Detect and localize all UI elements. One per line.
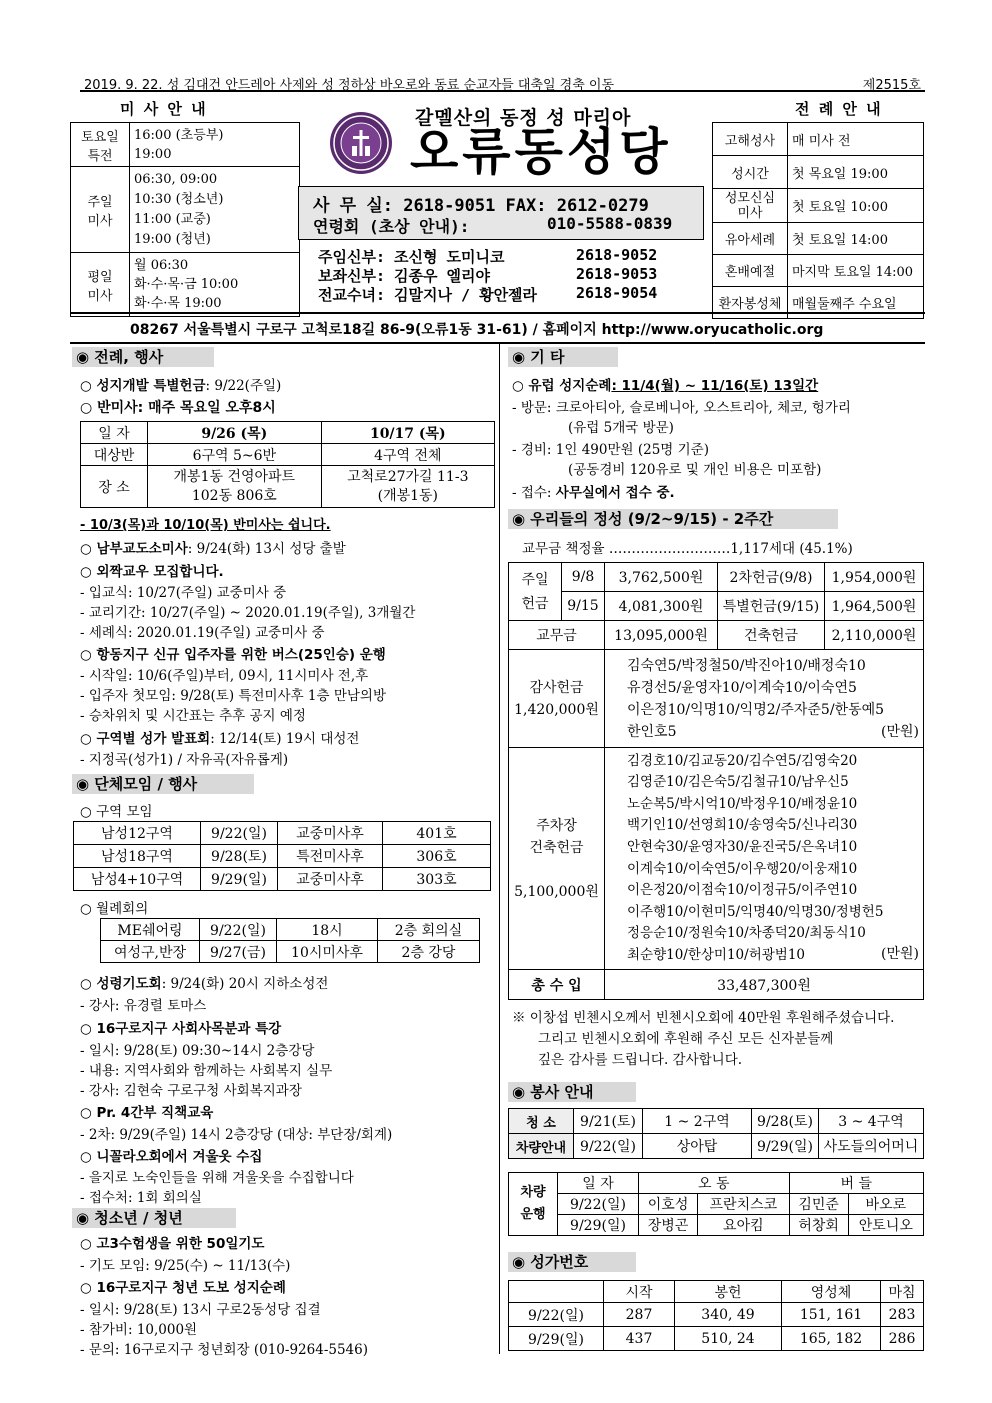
line-bus-start: - 시작일: 10/6(주일)부터, 09시, 11시미사 전,후 — [80, 668, 369, 684]
ban-mass-table — [80, 421, 495, 508]
rite-label-marian-mass: 성모신심 미사 — [713, 189, 788, 223]
mass-label-sunday: 주일 미사 — [71, 167, 130, 253]
ban-table-r1c1: 6구역 5~6반 — [148, 444, 322, 466]
office-contact-box — [298, 186, 704, 240]
hymn-r1c0: 9/29(일) — [509, 1327, 604, 1351]
ban-table-r2c2: 고척로27가길 11-3 (개봉1동) — [321, 466, 494, 508]
issue-number: 제2515호 — [862, 78, 921, 93]
car-r0c3: 김민준 — [789, 1194, 848, 1215]
service-r0c2: 1 ~ 2구역 — [643, 1109, 752, 1134]
car-r1c4: 안토니오 — [848, 1215, 923, 1236]
section-groups: ◉ 단체모임 / 행사 — [72, 774, 254, 794]
parking-offering-label: 주차장 건축헌금 5,100,000원 — [509, 748, 605, 970]
total-income-label: 총 수 입 — [509, 970, 605, 1000]
staff-pastor-phone: 2618-9052 — [576, 246, 658, 264]
hymn-contest-title: ○ 구역별 성가 발표회 — [80, 731, 211, 747]
car-r1c2: 요아킴 — [698, 1215, 789, 1236]
parking-offering-names: 김경호10/김교동20/김수연5/김영숙20 김영준10/김은숙5/김철규10/남우신5 노순복5/박시억10/박정우10/배정윤10 백기인10/선영희10/송영숙5/신나리30 안현숙30/윤영자30/윤진국5/은옥녀10 이계숙10/이숙연5/이우행20/이웅재10 이은정20/이점숙10/이정규5/이주연10 이주행10/이현미5/익명40/익명30/정병헌5 정응순10/정원숙10/차종덕20/최동식10 최순향10/한상미10/허광범10 — [627, 752, 884, 963]
district-r1c1: 9/28(토) — [201, 845, 278, 868]
prison-mass-date: : 9/24(화) 13시 성당 출발 — [187, 541, 346, 557]
hymn-contest-date: : 12/14(토) 19시 대성전 — [210, 731, 360, 747]
district-r2c3: 303호 — [383, 868, 491, 891]
office-phone-fax: 사 무 실: 2618-9051 FAX: 2612-0279 — [313, 196, 649, 216]
mass-label-weekday: 평일 미사 — [71, 253, 130, 317]
hymn-r0c0: 9/22(일) — [509, 1303, 604, 1327]
rite-guide-table — [712, 122, 924, 319]
service-r1c3: 9/29(일) — [752, 1134, 819, 1159]
europe-pilgrimage-title: ○ 유럽 성지순례 — [512, 378, 612, 394]
parking-offering-cell — [605, 748, 924, 970]
hymn-head-3: 영성체 — [782, 1281, 881, 1303]
funeral-contact-phone: 010-5588-0839 — [547, 214, 673, 233]
mass-guide-title: 미 사 안 내 — [120, 100, 208, 118]
hymn-r0c3: 151, 161 — [782, 1303, 881, 1327]
prison-mass-title: ○ 남부교도소미사 — [80, 541, 188, 557]
monthly-r0c2: 18시 — [277, 919, 378, 941]
line-ban-mass: ○ 반미사: 매주 목요일 오후8시 — [80, 400, 276, 416]
rite-label-confession: 고해성사 — [713, 123, 788, 156]
ban-table-h1: 9/26 (목) — [148, 422, 322, 444]
monthly-r1c0: 여성구,반장 — [101, 941, 200, 963]
rite-value-infant-baptism: 첫 토요일 14:00 — [788, 223, 924, 255]
offering-r0c2: 2차헌금(9/8) — [718, 563, 825, 592]
spirit-prayer-date: : 9/24(화) 20시 지하소성전 — [161, 976, 329, 992]
staff-sisters-phone: 2618-9054 — [576, 284, 658, 302]
line-hymn-contest — [80, 727, 359, 747]
staff-pastor: 주임신부: 조신형 도미니코 — [318, 248, 505, 266]
thanks-unit: (만원) — [881, 724, 919, 740]
issue-header — [80, 74, 925, 92]
car-r0c1: 이호성 — [639, 1194, 698, 1215]
line-shuttle-bus: ○ 항동지구 신규 입주자를 위한 버스(25인승) 운행 — [80, 647, 386, 663]
district-r0c0: 남성12구역 — [74, 822, 201, 845]
rite-value-confession: 매 미사 전 — [788, 123, 924, 156]
holy-land-offering-date: : 9/22(주일) — [205, 378, 282, 394]
ban-table-r1c2: 4구역 전체 — [321, 444, 494, 466]
parish-subtitle: 갈멜산의 동정 성 마리아 — [415, 107, 632, 129]
hymn-r0c2: 340, 49 — [675, 1303, 782, 1327]
parish-address: 08267 서울특별시 구로구 고척로18길 86-9(오류1동 31-61) / 홈페이지 http://www.oryucatholic.org — [130, 322, 824, 338]
offering-r1c1: 4,081,300원 — [605, 592, 718, 621]
total-income-value: 33,487,300원 — [605, 970, 924, 1000]
line-first-meeting: - 입주자 첫모임: 9/28(토) 특전미사후 1층 만남의방 — [80, 688, 386, 704]
hymn-r1c4: 286 — [881, 1327, 924, 1351]
service-r1c0: 차량안내 — [509, 1134, 574, 1159]
offering-r0c0: 9/8 — [562, 563, 605, 592]
rite-label-wedding: 혼배예절 — [713, 255, 788, 287]
hymn-r0c1: 287 — [604, 1303, 675, 1327]
note-line-3: 깊은 감사를 드립니다. 감사합니다. — [538, 1052, 743, 1068]
line-exam-prayer-date: - 기도 모임: 9/25(수) ~ 11/13(수) — [80, 1258, 291, 1274]
parish-name: 오류동성당 — [410, 123, 672, 181]
ban-table-r1c0: 대상반 — [81, 444, 148, 466]
line-visit-countries: - 방문: 크로아티아, 슬로베니아, 오스트리아, 체코, 헝가리 — [512, 400, 851, 416]
car-label: 차량 운행 — [509, 1173, 558, 1236]
rite-label-infant-baptism: 유아세례 — [713, 223, 788, 255]
address-bar — [70, 312, 925, 344]
district-r1c0: 남성18구역 — [74, 845, 201, 868]
line-cost: - 경비: 1인 490만원 (25명 기준) — [512, 442, 709, 458]
section-liturgy-events: ◉ 전례, 행사 — [72, 347, 214, 367]
car-table — [508, 1172, 924, 1236]
ban-table-h0: 일 자 — [81, 422, 148, 444]
district-r2c2: 교중미사후 — [278, 868, 383, 891]
line-europe-pilgrimage — [512, 374, 818, 394]
holy-land-offering-title: ○ 성지개발 특별헌금 — [80, 378, 206, 394]
mass-label-saturday: 토요일 특전 — [71, 123, 130, 167]
parish-seal — [330, 112, 392, 174]
line-winter-clothes: ○ 니꼴라오회에서 겨울옷 수집 — [80, 1149, 263, 1165]
offering-r1c0: 9/15 — [562, 592, 605, 621]
thanks-offering-label: 감사헌금 1,420,000원 — [509, 650, 605, 748]
hymn-r1c2: 510, 24 — [675, 1327, 782, 1351]
hymn-head-2: 봉헌 — [675, 1281, 782, 1303]
ban-table-r2c0: 장 소 — [81, 466, 148, 508]
europe-pilgrimage-date: : 11/4(월) ~ 11/16(토) 13일간 — [611, 378, 819, 394]
line-hymn-songs: - 지정곡(성가1) / 자유곡(자유롭게) — [80, 752, 289, 768]
mass-times-sunday: 06:30, 09:00 10:30 (청소년) 11:00 (교중) 19:00 (청년) — [130, 167, 300, 253]
car-r1c1: 장병곤 — [639, 1215, 698, 1236]
service-r0c1: 9/21(토) — [574, 1109, 643, 1134]
hymn-r0c4: 283 — [881, 1303, 924, 1327]
reception-value: 사무실에서 접수 중. — [555, 485, 675, 501]
line-exam-prayer: ○ 고3수험생을 위한 50일기도 — [80, 1236, 265, 1252]
section-offerings: ◉ 우리들의 정성 (9/2~9/15) - 2주간 — [508, 509, 838, 529]
monthly-r1c2: 10시미사후 — [277, 941, 378, 963]
line-lecture-speaker: - 강사: 김현숙 구로구청 사회복지과장 — [80, 1083, 302, 1099]
duty-value: 13,095,000원 — [605, 621, 718, 650]
staff-assistant: 보좌신부: 김종우 엘리야 — [318, 267, 490, 285]
note-line-2: 그리고 빈첸시오회에 후원해 주신 모든 신자분들께 — [538, 1031, 834, 1047]
line-prison-mass — [80, 537, 346, 557]
line-cost-note: (공동경비 120유로 및 개인 비용은 미포함) — [568, 462, 822, 478]
rite-value-holy-hour: 첫 목요일 19:00 — [788, 156, 924, 189]
service-r1c1: 9/22(일) — [574, 1134, 643, 1159]
parking-unit: (만원) — [881, 946, 919, 962]
line-catechism-period: - 교리기간: 10/27(주일) ~ 2020.01.19(주일), 3개월간 — [80, 605, 416, 621]
section-service: ◉ 봉사 안내 — [508, 1082, 636, 1102]
mass-times-weekday: 월 06:30 화·수·목·금 10:00 화·수·목 19:00 — [130, 253, 300, 317]
rite-label-holy-hour: 성시간 — [713, 156, 788, 189]
duty-label: 교무금 — [509, 621, 605, 650]
line-clothes-reception: - 접수처: 1회 회의실 — [80, 1190, 202, 1206]
hymn-table — [508, 1280, 924, 1351]
line-baptism: - 세례식: 2020.01.19(주일) 교중미사 중 — [80, 625, 325, 641]
monthly-r0c0: ME쉐어링 — [101, 919, 200, 941]
car-r0c2: 프란치스코 — [698, 1194, 789, 1215]
spirit-prayer-title: ○ 성령기도회 — [80, 976, 162, 992]
line-spirit-prayer — [80, 972, 328, 992]
ban-table-h2: 10/17 (목) — [321, 422, 494, 444]
service-r0c0: 청 소 — [509, 1109, 574, 1134]
hymn-head-1: 시작 — [604, 1281, 675, 1303]
line-reception — [512, 481, 675, 501]
sunday-offering-label: 주일 헌금 — [509, 563, 562, 621]
line-pr-education: ○ Pr. 4간부 직책교육 — [80, 1105, 214, 1121]
car-head-date: 일 자 — [558, 1173, 639, 1194]
line-lecture-content: - 내용: 지역사회와 함께하는 사회복지 실무 — [80, 1063, 333, 1079]
line-district-meeting: ○ 구역 모임 — [80, 804, 153, 820]
line-pilgrimage-fee: - 참가비: 10,000원 — [80, 1322, 198, 1338]
rite-guide-title: 전 례 안 내 — [795, 100, 883, 118]
district-table — [73, 821, 491, 891]
car-head-beodeul: 버 들 — [789, 1173, 923, 1194]
offering-r1c3: 1,964,500원 — [825, 592, 924, 621]
line-visit-count: (유럽 5개국 방문) — [568, 420, 674, 436]
section-hymn-numbers: ◉ 성가번호 — [508, 1252, 636, 1272]
mass-guide-table — [70, 122, 300, 317]
district-r2c1: 9/29(일) — [201, 868, 278, 891]
district-r2c0: 남성4+10구역 — [74, 868, 201, 891]
section-youth: ◉ 청소년 / 청년 — [72, 1208, 236, 1228]
district-r1c2: 특전미사후 — [278, 845, 383, 868]
line-monthly-meeting: ○ 월례회의 — [80, 901, 149, 917]
note-line-1: ※ 이창섭 빈첸시오께서 빈첸시오회에 40만원 후원해주셨습니다. — [512, 1010, 895, 1026]
offering-r1c2: 특별헌금(9/15) — [718, 592, 825, 621]
car-r0c4: 바오로 — [848, 1194, 923, 1215]
church-logo-icon — [330, 112, 392, 174]
hymn-head-4: 마침 — [881, 1281, 924, 1303]
monthly-r0c1: 9/22(일) — [200, 919, 277, 941]
car-r1c3: 허창회 — [789, 1215, 848, 1236]
column-divider — [499, 344, 500, 1354]
line-ban-mass-off: - 10/3(목)과 10/10(목) 반미사는 쉽니다. — [80, 518, 331, 533]
ban-table-r2c1: 개봉1동 건영아파트 102동 806호 — [148, 466, 322, 508]
building-label: 건축헌금 — [718, 621, 825, 650]
hymn-r1c1: 437 — [604, 1327, 675, 1351]
thanks-offering-cell — [605, 650, 924, 748]
service-r0c3: 9/28(토) — [752, 1109, 819, 1134]
offering-r0c3: 1,954,000원 — [825, 563, 924, 592]
monthly-r1c1: 9/27(금) — [200, 941, 277, 963]
reception-label: - 접수: — [512, 485, 556, 501]
monthly-r1c3: 2층 강당 — [378, 941, 480, 963]
monthly-table — [100, 918, 480, 963]
section-misc: ◉ 기 타 — [508, 347, 618, 367]
staff-assistant-phone: 2618-9053 — [576, 265, 658, 283]
district-r0c2: 교중미사후 — [278, 822, 383, 845]
rite-label-sick-communion: 환자봉성체 — [713, 287, 788, 319]
building-value: 2,110,000원 — [825, 621, 924, 650]
line-admission: - 입교식: 10/27(주일) 교중미사 중 — [80, 585, 287, 601]
offering-r0c1: 3,762,500원 — [605, 563, 718, 592]
line-pilgrimage-date: - 일시: 9/28(토) 13시 구로2동성당 집결 — [80, 1302, 321, 1318]
monthly-r0c3: 2층 회의실 — [378, 919, 480, 941]
car-r0c0: 9/22(일) — [558, 1194, 639, 1215]
rite-value-wedding: 마지막 토요일 14:00 — [788, 255, 924, 287]
line-pilgrimage-contact: - 문의: 16구로지구 청년회장 (010-9264-5546) — [80, 1342, 368, 1358]
issue-date-line: 2019. 9. 22. 성 김대건 안드레아 사제와 성 정하상 바오로와 동료 순교자들 대축일 경축 이동 — [84, 78, 615, 93]
thanks-offering-names: 김숙연5/박정철50/박진아10/배정숙10 유경선5/윤영자10/이계숙10/이숙연5 이은정10/익명10/익명2/주자준5/한동예5 한인호5 — [627, 657, 885, 740]
hymn-head-0 — [509, 1281, 604, 1303]
line-clothes-purpose: - 을지로 노숙인들을 위해 겨울옷을 수집합니다 — [80, 1170, 354, 1186]
line-pr-second: - 2차: 9/29(주일) 14시 2층강당 (대상: 부단장/회계) — [80, 1127, 393, 1143]
car-r1c0: 9/29(일) — [558, 1215, 639, 1236]
line-single-catholic: ○ 외짝교우 모집합니다. — [80, 564, 224, 580]
line-lecture-date: - 일시: 9/28(토) 09:30~14시 2층강당 — [80, 1043, 315, 1059]
car-head-odong: 오 동 — [639, 1173, 790, 1194]
service-r0c4: 3 ~ 4구역 — [819, 1109, 924, 1134]
rite-value-sick-communion: 매월둘째주 수요일 — [788, 287, 924, 319]
offering-table — [508, 562, 924, 1000]
staff-sisters: 전교수녀: 김말지나 / 황안젤라 — [318, 286, 538, 304]
line-spirit-speaker: - 강사: 유경렬 토마스 — [80, 998, 207, 1014]
service-r1c4: 사도들의어머니 — [819, 1134, 924, 1159]
service-r1c2: 상아탑 — [643, 1134, 752, 1159]
line-youth-pilgrimage: ○ 16구로지구 청년 도보 성지순례 — [80, 1280, 286, 1296]
service-table — [508, 1108, 924, 1159]
district-r0c3: 401호 — [383, 822, 491, 845]
rite-value-marian-mass: 첫 토요일 10:00 — [788, 189, 924, 223]
district-r0c1: 9/22(일) — [201, 822, 278, 845]
hymn-r1c3: 165, 182 — [782, 1327, 881, 1351]
funeral-contact-label: 연령회 (초상 안내): — [313, 217, 470, 236]
line-bus-schedule: - 승차위치 및 시간표는 추후 공지 예정 — [80, 708, 306, 724]
mass-times-saturday: 16:00 (초등부) 19:00 — [130, 123, 300, 167]
line-holy-land-offering — [80, 374, 281, 394]
district-r1c3: 306호 — [383, 845, 491, 868]
duty-rate-line: 교무금 책정율 ………………………1,117세대 (45.1%) — [522, 541, 853, 557]
line-social-lecture: ○ 16구로지구 사회사목분과 특강 — [80, 1021, 282, 1037]
